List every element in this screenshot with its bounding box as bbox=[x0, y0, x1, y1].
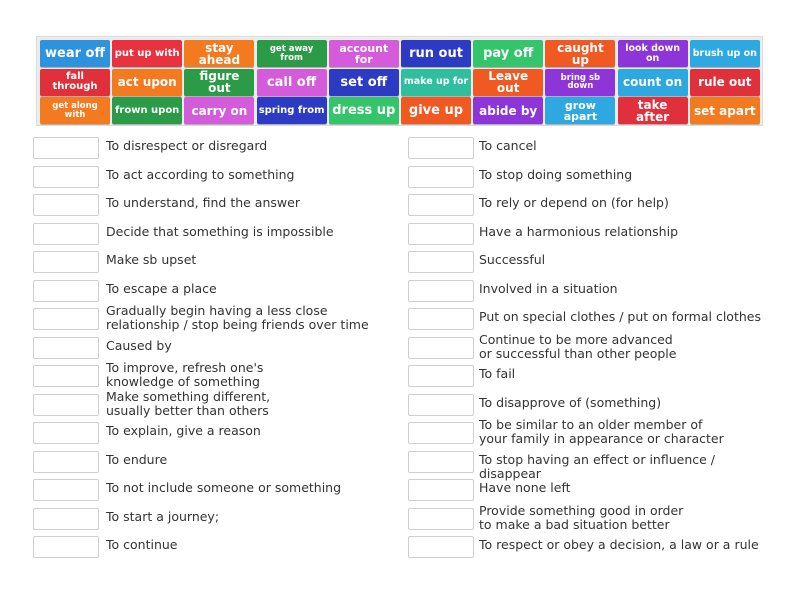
left-drop-slot[interactable] bbox=[33, 536, 99, 558]
left-drop-slot[interactable] bbox=[33, 308, 99, 330]
tile-figure-out[interactable]: figure out bbox=[184, 69, 254, 96]
tile-call-off[interactable]: call off bbox=[257, 69, 327, 96]
right-drop-slot[interactable] bbox=[408, 166, 474, 188]
tile-count-on[interactable]: count on bbox=[618, 69, 688, 96]
right-drop-slot[interactable] bbox=[408, 394, 474, 416]
tile-account-for[interactable]: account for bbox=[329, 40, 399, 67]
tile-bring-sb-down[interactable]: bring sb down bbox=[545, 69, 615, 96]
left-definition: Decide that something is impossible bbox=[106, 224, 334, 239]
left-drop-slot[interactable] bbox=[33, 479, 99, 501]
tile-caught-up[interactable]: caught up bbox=[545, 40, 615, 67]
right-drop-slot[interactable] bbox=[408, 536, 474, 558]
right-drop-slot[interactable] bbox=[408, 223, 474, 245]
right-definition: To respect or obey a decision, a law or a rule bbox=[479, 537, 759, 552]
right-definition: To stop doing something bbox=[479, 167, 633, 182]
tile-make-up-for[interactable]: make up for bbox=[401, 69, 471, 96]
left-definition: Make sb upset bbox=[106, 252, 197, 267]
right-definition: Continue to be more advanced or successful than other people bbox=[479, 332, 677, 361]
right-drop-slot[interactable] bbox=[408, 137, 474, 159]
right-drop-slot[interactable] bbox=[408, 280, 474, 302]
right-definition: Provide something good in order to make a bad situation better bbox=[479, 503, 684, 532]
tile-stay-ahead[interactable]: stay ahead bbox=[184, 40, 254, 67]
left-drop-slot[interactable] bbox=[33, 508, 99, 530]
left-definition: To endure bbox=[106, 452, 168, 467]
tile-get-along-with[interactable]: get along with bbox=[40, 97, 110, 124]
tile-wear-off[interactable]: wear off bbox=[40, 40, 110, 67]
tile-take-after[interactable]: take after bbox=[618, 97, 688, 124]
word-bank bbox=[36, 36, 763, 126]
left-definition: Gradually begin having a less close relationship / stop being friends over time bbox=[106, 303, 369, 332]
tile-spring-from[interactable]: spring from bbox=[257, 97, 327, 124]
left-definition: To disrespect or disregard bbox=[106, 138, 268, 153]
tile-pay-off[interactable]: pay off bbox=[473, 40, 543, 67]
right-definition: To stop having an effect or influence / disappear bbox=[479, 452, 715, 481]
right-drop-slot[interactable] bbox=[408, 508, 474, 530]
tile-give-up[interactable]: give up bbox=[401, 97, 471, 124]
tile-leave-out[interactable]: Leave out bbox=[473, 69, 543, 96]
left-drop-slot[interactable] bbox=[33, 223, 99, 245]
right-drop-slot[interactable] bbox=[408, 422, 474, 444]
left-drop-slot[interactable] bbox=[33, 251, 99, 273]
right-drop-slot[interactable] bbox=[408, 194, 474, 216]
left-definition: To understand, find the answer bbox=[106, 195, 300, 210]
left-drop-slot[interactable] bbox=[33, 194, 99, 216]
tile-carry-on[interactable]: carry on bbox=[184, 97, 254, 124]
right-definition: Have none left bbox=[479, 480, 571, 495]
tile-set-off[interactable]: set off bbox=[329, 69, 399, 96]
left-drop-slot[interactable] bbox=[33, 422, 99, 444]
right-definition: Have a harmonious relationship bbox=[479, 224, 679, 239]
right-drop-slot[interactable] bbox=[408, 365, 474, 387]
right-definition: To cancel bbox=[479, 138, 537, 153]
left-definition: To improve, refresh one's knowledge of something bbox=[106, 360, 264, 389]
tile-get-away-from[interactable]: get away from bbox=[257, 40, 327, 67]
right-drop-slot[interactable] bbox=[408, 479, 474, 501]
left-definition: To start a journey; bbox=[106, 509, 220, 524]
left-drop-slot[interactable] bbox=[33, 280, 99, 302]
left-drop-slot[interactable] bbox=[33, 337, 99, 359]
tile-act-upon[interactable]: act upon bbox=[112, 69, 182, 96]
left-definition: Caused by bbox=[106, 338, 172, 353]
right-drop-slot[interactable] bbox=[408, 251, 474, 273]
left-definition: Make something different, usually better than others bbox=[106, 389, 271, 418]
left-drop-slot[interactable] bbox=[33, 365, 99, 387]
right-definition: Successful bbox=[479, 252, 546, 267]
left-drop-slot[interactable] bbox=[33, 137, 99, 159]
tile-fall-through[interactable]: fall through bbox=[40, 69, 110, 96]
right-definition: To fail bbox=[479, 366, 516, 381]
tile-frown-upon[interactable]: frown upon bbox=[112, 97, 182, 124]
right-definition: To rely or depend on (for help) bbox=[479, 195, 669, 210]
left-definition: To not include someone or something bbox=[106, 480, 342, 495]
tile-brush-up-on[interactable]: brush up on bbox=[690, 40, 760, 67]
right-definition: Put on special clothes / put on formal clothes bbox=[479, 309, 761, 324]
right-definition: Involved in a situation bbox=[479, 281, 618, 296]
tile-look-down-on[interactable]: look down on bbox=[618, 40, 688, 67]
left-drop-slot[interactable] bbox=[33, 394, 99, 416]
tile-grow-apart[interactable]: grow apart bbox=[545, 97, 615, 124]
right-drop-slot[interactable] bbox=[408, 451, 474, 473]
tile-set-apart[interactable]: set apart bbox=[690, 97, 760, 124]
right-definition: To disapprove of (something) bbox=[479, 395, 662, 410]
right-drop-slot[interactable] bbox=[408, 337, 474, 359]
tile-put-up-with[interactable]: put up with bbox=[112, 40, 182, 67]
tile-abide-by[interactable]: abide by bbox=[473, 97, 543, 124]
right-definition: To be similar to an older member of your family in appearance or character bbox=[479, 417, 724, 446]
left-definition: To escape a place bbox=[106, 281, 217, 296]
left-drop-slot[interactable] bbox=[33, 166, 99, 188]
left-drop-slot[interactable] bbox=[33, 451, 99, 473]
tile-dress-up[interactable]: dress up bbox=[329, 97, 399, 124]
left-definition: To continue bbox=[106, 537, 178, 552]
tile-run-out[interactable]: run out bbox=[401, 40, 471, 67]
tile-rule-out[interactable]: rule out bbox=[690, 69, 760, 96]
left-definition: To explain, give a reason bbox=[106, 423, 261, 438]
right-drop-slot[interactable] bbox=[408, 308, 474, 330]
left-definition: To act according to something bbox=[106, 167, 295, 182]
